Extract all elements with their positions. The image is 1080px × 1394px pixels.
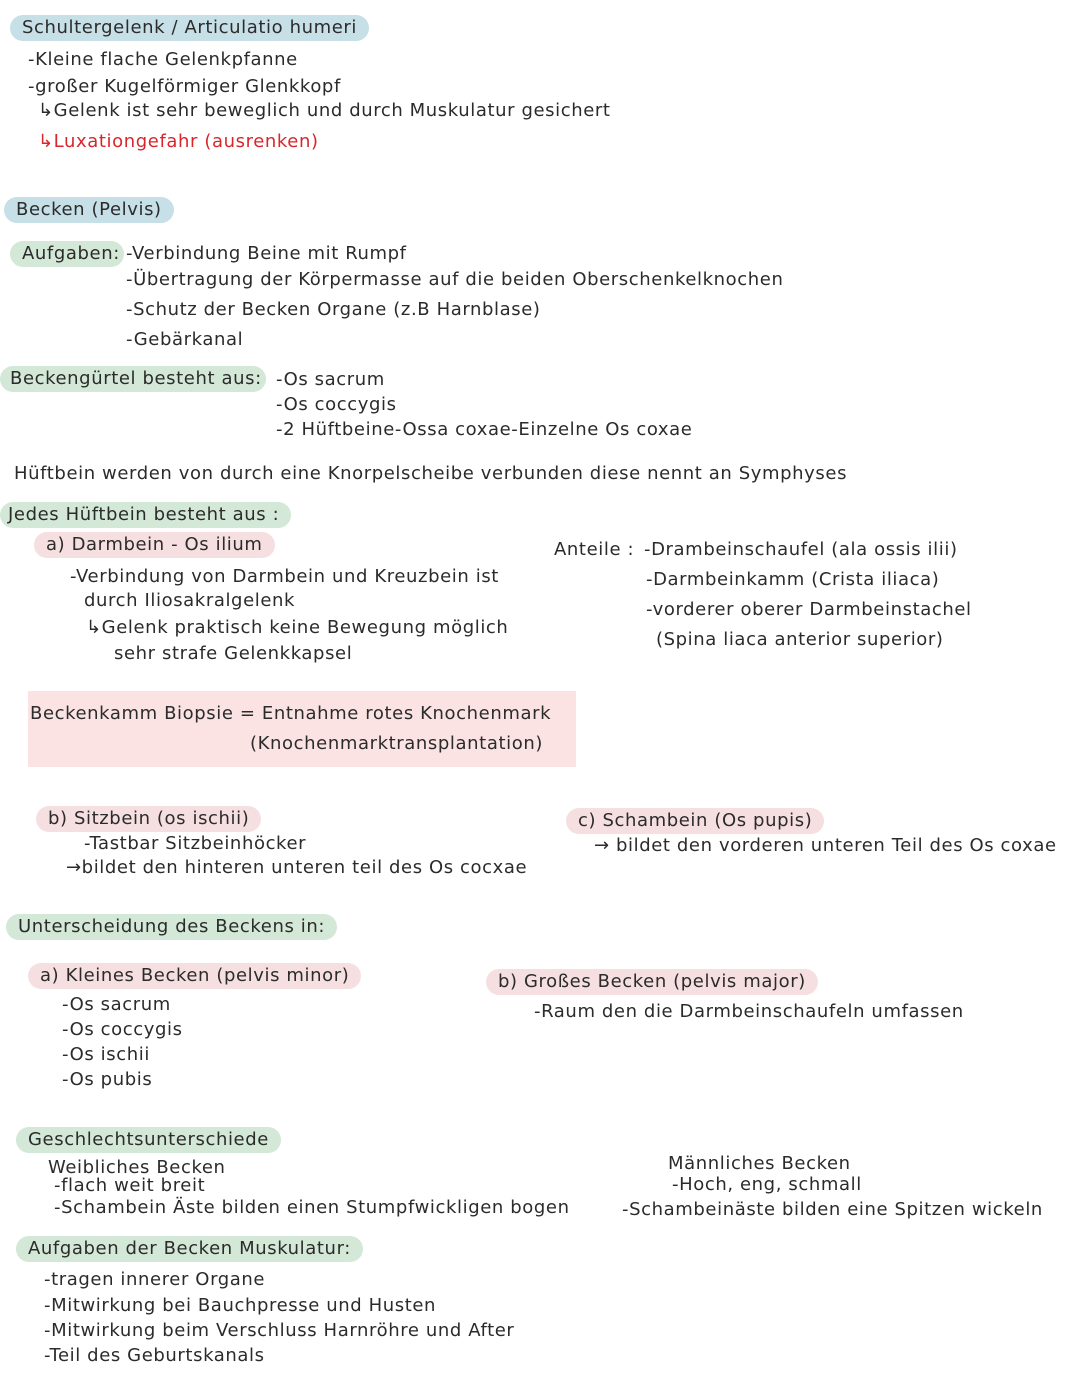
ilium-part: -Darmbeinkamm (Crista iliaca)	[646, 569, 940, 590]
ilium-arrow-cont: sehr strafe Gelenkkapsel	[114, 643, 353, 664]
minor-heading: a) Kleines Becken (pelvis minor)	[28, 963, 361, 989]
major-line: -Raum den die Darmbeinschaufeln umfassen	[534, 1001, 964, 1022]
muscle-item: -Mitwirkung bei Bauchpresse und Husten	[44, 1295, 437, 1316]
male-line: -Schambeinäste bilden eine Spitzen wickeln	[622, 1199, 1043, 1220]
distinction-heading: Unterscheidung des Beckens in:	[6, 914, 337, 940]
ilium-part: -Drambeinschaufel (ala ossis ilii)	[644, 539, 958, 560]
pubis-heading: c) Schambein (Os pupis)	[566, 808, 824, 834]
symphysis-note: Hüftbein werden von durch eine Knorpelscheibe verbunden diese nennt an Symphyses	[14, 463, 848, 484]
muscle-item: -tragen innerer Organe	[44, 1269, 266, 1290]
shoulder-line: -großer Kugelförmiger Glenkkopf	[28, 76, 341, 97]
hip-heading: Jedes Hüftbein besteht aus :	[0, 502, 291, 528]
luxation-warning: ↳Luxationgefahr (ausrenken)	[38, 131, 319, 152]
ilium-line: durch Iliosakralgelenk	[84, 590, 296, 611]
female-line: -flach weit breit	[54, 1175, 206, 1196]
task-item: -Gebärkanal	[126, 329, 244, 350]
shoulder-heading: Schultergelenk / Articulatio humeri	[10, 15, 369, 41]
girdle-item: -Os sacrum	[276, 369, 385, 390]
minor-item: -Os ischii	[62, 1044, 150, 1065]
shoulder-line: -Kleine flache Gelenkpfanne	[28, 49, 298, 70]
muscle-heading: Aufgaben der Becken Muskulatur:	[16, 1236, 363, 1262]
ilium-arrow-note: ↳Gelenk praktisch keine Bewegung möglich	[86, 617, 509, 638]
ilium-parts-label: Anteile :	[554, 539, 635, 560]
female-title: Weibliches Becken	[48, 1157, 226, 1178]
ilium-part: -vorderer oberer Darmbeinstachel	[646, 599, 972, 620]
sex-heading: Geschlechtsunterschiede	[16, 1127, 281, 1153]
pubis-line: → bildet den vorderen unteren Teil des Os coxae	[594, 835, 1057, 856]
male-line: -Hoch, eng, schmall	[672, 1174, 862, 1195]
male-title: Männliches Becken	[668, 1153, 851, 1174]
girdle-item: -Os coccygis	[276, 394, 397, 415]
ilium-part: (Spina liaca anterior superior)	[656, 629, 944, 650]
biopsy-line: (Knochenmarktransplantation)	[250, 733, 543, 754]
muscle-item: -Mitwirkung beim Verschluss Harnröhre und After	[44, 1320, 515, 1341]
ischium-line: →bildet den hinteren unteren teil des Os cocxae	[66, 857, 528, 878]
tasks-label: Aufgaben:	[10, 241, 124, 267]
muscle-item: -Teil des Geburtskanals	[44, 1345, 265, 1366]
ilium-heading: a) Darmbein - Os ilium	[34, 532, 275, 558]
ilium-line: -Verbindung von Darmbein und Kreuzbein ist	[70, 566, 499, 587]
major-heading: b) Großes Becken (pelvis major)	[486, 969, 818, 995]
girdle-label: Beckengürtel besteht aus:	[0, 366, 266, 392]
biopsy-line: Beckenkamm Biopsie = Entnahme rotes Knochenmark	[30, 703, 552, 724]
shoulder-arrow-note: ↳Gelenk ist sehr beweglich und durch Muskulatur gesichert	[38, 100, 611, 121]
task-item: -Verbindung Beine mit Rumpf	[126, 243, 407, 264]
minor-item: -Os sacrum	[62, 994, 171, 1015]
female-line: -Schambein Äste bilden einen Stumpfwickligen bogen	[54, 1197, 570, 1218]
minor-item: -Os coccygis	[62, 1019, 183, 1040]
ischium-line: -Tastbar Sitzbeinhöcker	[84, 833, 307, 854]
pelvis-heading: Becken (Pelvis)	[4, 197, 174, 223]
minor-item: -Os pubis	[62, 1069, 153, 1090]
ischium-heading: b) Sitzbein (os ischii)	[36, 806, 261, 832]
task-item: -Übertragung der Körpermasse auf die beiden Oberschenkelknochen	[126, 269, 784, 290]
girdle-item: -2 Hüftbeine-Ossa coxae-Einzelne Os coxae	[276, 419, 693, 440]
task-item: -Schutz der Becken Organe (z.B Harnblase)	[126, 299, 541, 320]
